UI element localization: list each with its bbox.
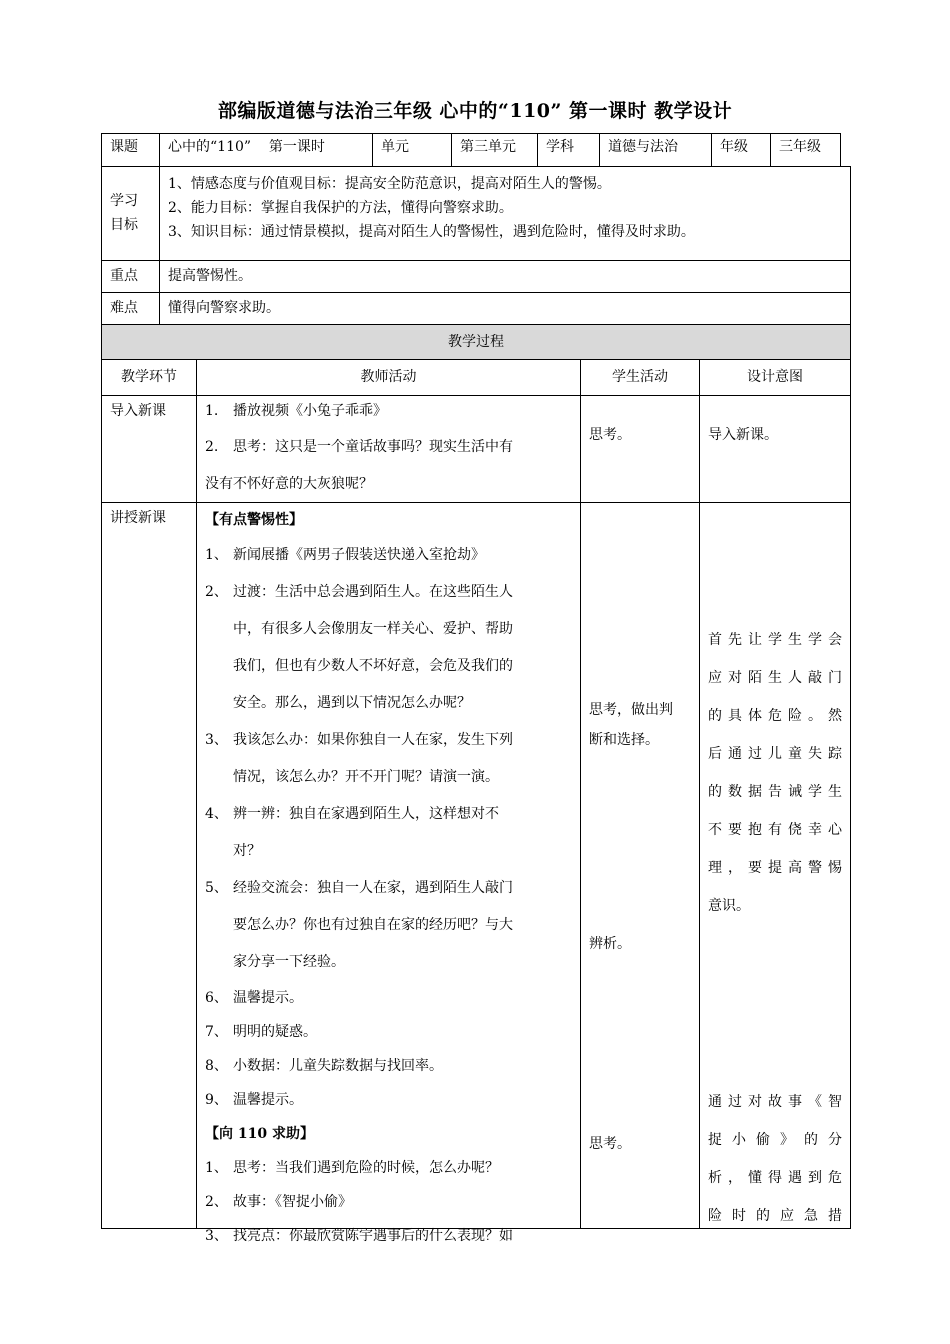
lesson-step: 6、 温馨提示。 <box>205 990 303 1006</box>
header-teacher-cell <box>196 359 581 396</box>
difficulty-label-cell <box>101 292 160 325</box>
lesson-step: 1、 新闻展播《两男子假装送快递入室抢劫》 <box>205 547 485 563</box>
process-title-cell <box>101 324 851 360</box>
goals-label-cell <box>101 166 160 261</box>
goal-item: 1、情感态度与价值观目标：提高安全防范意识，提高对陌生人的警惕。 <box>168 176 611 192</box>
unit-label-cell <box>372 133 452 167</box>
section-heading: 【向 110 求助】 <box>205 1126 314 1142</box>
lesson-step-cont: 安全。那么，遇到以下情况怎么办呢？ <box>233 695 471 711</box>
lesson-step-cont: 家分享一下经验。 <box>233 954 345 970</box>
unit-value-cell <box>451 133 538 167</box>
topic-label-cell <box>101 133 160 167</box>
student-activity-2: 辨析。 <box>589 936 631 952</box>
header-teacher: 教师活动 <box>360 369 417 385</box>
lesson-stage: 讲授新课 <box>110 510 166 526</box>
intro-intent: 导入新课。 <box>708 427 778 443</box>
lesson-step-cont: 情况，该怎么办？开不开门呢？请演一演。 <box>233 769 499 785</box>
intro-teacher-cell <box>196 395 581 503</box>
intro-step: 1. 播放视频《小兔子乖乖》 <box>205 403 387 419</box>
lesson-step: 3、 找亮点：你最欣赏陈宇遇事后的什么表现？如 <box>205 1228 513 1244</box>
intro-student-cell <box>580 395 700 503</box>
lesson-intent-cell <box>699 502 851 1229</box>
student-activity-3: 思考。 <box>589 1136 631 1152</box>
topic-value: 心中的“110” 第一课时 <box>168 139 325 155</box>
lesson-step-cont: 要怎么办？你也有过独自在家的经历吧？与大 <box>233 917 513 933</box>
goal-item: 3、知识目标：通过情景模拟，提高对陌生人的警惕性，遇到危险时，懂得及时求助。 <box>168 224 695 240</box>
lesson-step: 2、 过渡：生活中总会遇到陌生人。在这些陌生人 <box>205 584 513 600</box>
intro-stage-cell <box>101 395 197 503</box>
intro-intent-cell <box>699 395 851 503</box>
grade-value: 三年级 <box>779 139 821 155</box>
lesson-stage-cell <box>101 502 197 1229</box>
grade-label: 年级 <box>720 139 748 155</box>
subject-label-cell <box>537 133 600 167</box>
lesson-step: 5、 经验交流会：独自一人在家，遇到陌生人敲门 <box>205 880 513 896</box>
goals-content-cell <box>159 166 851 261</box>
difficulty-value-cell <box>159 292 851 325</box>
intent-block-1: 首先让学生学会 应对陌生人敲门 的具体危险。然 后通过儿童失踪 的数据告诫学生 不要抱有侥幸心 理，要提高警惕 意识。 <box>708 632 842 914</box>
subject-label: 学科 <box>546 139 574 155</box>
goals-label-line2: 目标 <box>110 217 138 233</box>
grade-value-cell <box>770 133 841 167</box>
lesson-step-cont: 对？ <box>233 843 261 859</box>
unit-value: 第三单元 <box>460 139 516 155</box>
key-point-label: 重点 <box>110 268 138 284</box>
lesson-step-cont: 我们，但也有少数人不坏好意，会危及我们的 <box>233 658 513 674</box>
topic-value-cell <box>159 133 373 167</box>
lesson-step: 9、 温馨提示。 <box>205 1092 303 1108</box>
difficulty-label: 难点 <box>110 300 138 316</box>
lesson-step: 1、 思考：当我们遇到危险的时候，怎么办呢？ <box>205 1160 499 1176</box>
subject-value: 道德与法治 <box>608 139 678 155</box>
header-intent-cell <box>699 359 851 396</box>
process-title: 教学过程 <box>448 334 504 350</box>
intro-step-cont: 没有不怀好意的大灰狼呢？ <box>205 476 373 492</box>
difficulty-value: 懂得向警察求助。 <box>168 300 280 316</box>
document-title: 部编版道德与法治三年级 心中的“110” 第一课时 教学设计 <box>217 100 733 122</box>
header-stage: 教学环节 <box>121 369 177 385</box>
lesson-step: 2、 故事：《智捉小偷》 <box>205 1194 352 1210</box>
lesson-step: 3、 我该怎么办：如果你独自一人在家，发生下列 <box>205 732 513 748</box>
intent-block-2: 通过对故事《智 捉小偷》的分 析，懂得遇到危 险时的应急措 <box>708 1094 842 1224</box>
intro-step: 2. 思考：这只是一个童话故事吗？现实生活中有 <box>205 439 513 455</box>
lesson-step-cont: 中，有很多人会像朋友一样关心、爱护、帮助 <box>233 621 513 637</box>
header-student-cell <box>580 359 700 396</box>
intro-student: 思考。 <box>589 427 631 443</box>
key-point-label-cell <box>101 260 160 293</box>
intro-stage: 导入新课 <box>110 403 166 419</box>
goal-item: 2、能力目标：掌握自我保护的方法，懂得向警察求助。 <box>168 200 513 216</box>
header-stage-cell <box>101 359 197 396</box>
header-student: 学生活动 <box>612 369 668 385</box>
lesson-step: 4、 辨一辨：独自在家遇到陌生人，这样想对不 <box>205 806 499 822</box>
topic-label: 课题 <box>110 139 138 155</box>
unit-label: 单元 <box>381 139 409 155</box>
grade-label-cell <box>711 133 771 167</box>
key-point-value-cell <box>159 260 851 293</box>
key-point-value: 提高警惕性。 <box>168 268 252 284</box>
goals-label-line1: 学习 <box>110 193 138 209</box>
lesson-teacher-cell <box>196 502 581 1244</box>
lesson-student-cell <box>580 502 700 1229</box>
subject-value-cell <box>599 133 712 167</box>
header-intent: 设计意图 <box>747 369 803 385</box>
section-heading: 【有点警惕性】 <box>205 512 303 528</box>
lesson-step: 7、 明明的疑惑。 <box>205 1024 317 1040</box>
lesson-step: 8、 小数据：儿童失踪数据与找回率。 <box>205 1058 443 1074</box>
student-activity-1: 思考，做出判 断和选择。 <box>589 702 673 748</box>
